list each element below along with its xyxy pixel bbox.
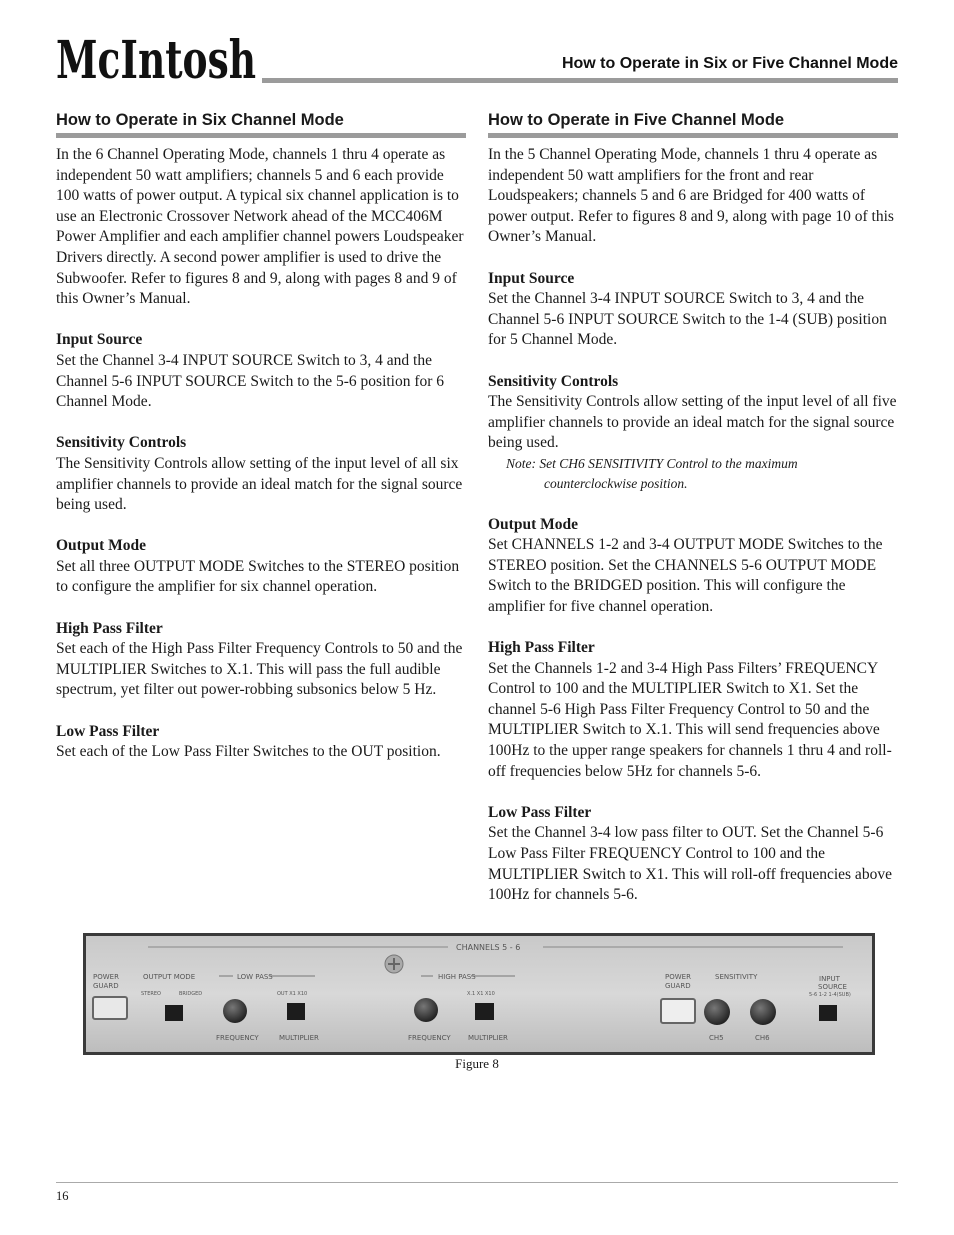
panel-low-pass-label: LOW PASS [237, 973, 273, 981]
panel-ch5-label: CH5 [709, 1034, 724, 1042]
six-sensitivity-section [56, 433, 466, 515]
panel-power-guard-label-2: GUARD [93, 982, 119, 990]
section-text: Set each of the Low Pass Filter Switches to the OUT position. [56, 743, 441, 761]
section-heading: Input Source [488, 269, 575, 287]
panel-highpass-multiplier-switch [475, 1003, 494, 1020]
footer-rule [56, 1182, 898, 1183]
five-sensitivity-section [488, 372, 898, 494]
section-text: Set the Channel 3-4 INPUT SOURCE Switch to 3, 4 and the Channel 5-6 INPUT SOURCE Switch to the 5-6 position for 6 Channel Mode. [56, 351, 445, 411]
panel-ch5-sensitivity-knob [704, 999, 730, 1025]
panel-lowpass-multiplier-label: MULTIPLIER [279, 1034, 319, 1042]
panel-input-positions: 5-6 1-2 1-4(SUB) [809, 992, 851, 998]
six-channel-intro: In the 6 Channel Operating Mode, channels 1 thru 4 operate as independent 50 watt amplifiers; channels 5 and 6 each provide 100 watts of power output. A typical six channel application is to use an Electronic Crossover Network ahead of the MCC406M Power Amplifier and each amplifier channel powers Loudspeaker Drivers directly. A second power amplifier is used to drive the Subwoofer. Refer to figures 8 and 9, along with pages 8 and 9 of this Owner’s Manual. [56, 146, 464, 308]
panel-stereo-label: STEREO [141, 991, 161, 997]
panel-lowpass-out-x1-x10: OUT X1 X10 [277, 991, 308, 997]
panel-power-guard-lamp-left [93, 997, 127, 1019]
panel-bridged-label: BRIDGED [179, 991, 203, 997]
panel-power-guard-right-label-2: GUARD [665, 982, 691, 990]
five-channel-title: How to Operate in Five Channel Mode [488, 111, 898, 138]
five-high-pass-section [488, 638, 898, 782]
figure-caption: Figure 8 [455, 1056, 499, 1071]
panel-lowpass-frequency-knob [223, 999, 247, 1023]
note-line-1: Note: Set CH6 SENSITIVITY Control to the maximum [506, 455, 798, 471]
panel-highpass-frequency-knob [414, 998, 438, 1022]
section-text: The Sensitivity Controls allow setting of the input level of all five amplifier channels to provide an ideal match for the signal source being used. [488, 393, 897, 452]
panel-sensitivity-label: SENSITIVITY [715, 973, 758, 981]
panel-highpass-multiplier-label: MULTIPLIER [468, 1034, 508, 1042]
page-header-title: How to Operate in Six or Five Channel Mode [561, 55, 898, 72]
section-heading: Low Pass Filter [56, 722, 160, 740]
header-rule [262, 78, 898, 83]
page-number: 16 [56, 1189, 69, 1203]
section-text: Set CHANNELS 1-2 and 3-4 OUTPUT MODE Switches to the STEREO position. Set the CHANNELS 5-6 OUTPUT MODE Switch to the BRIDGED position. This will configure the amplifier for five channel operation. [488, 536, 883, 615]
six-channel-column [56, 111, 466, 763]
panel-highpass-frequency-label: FREQUENCY [408, 1034, 451, 1042]
section-heading: Sensitivity Controls [56, 434, 187, 452]
sensitivity-note [488, 454, 898, 494]
logo-text: McIntosh [56, 30, 256, 91]
panel-ch6-label: CH6 [755, 1034, 770, 1042]
section-heading: High Pass Filter [56, 619, 163, 637]
section-heading: Sensitivity Controls [488, 372, 619, 390]
six-input-source-section [56, 330, 466, 412]
panel-channels-label: CHANNELS 5 - 6 [456, 943, 521, 952]
panel-input-source-label-2: SOURCE [818, 983, 847, 991]
five-channel-intro: In the 5 Channel Operating Mode, channels 1 thru 4 operate as independent 50 watt amplifiers for the front and rear Loudspeakers; channels 5 and 6 are Bridged for 400 watts of power output. Refer to figures 8 and 9, along with page 10 of this Owner’s Manual. [488, 146, 894, 246]
section-heading: High Pass Filter [488, 639, 595, 657]
section-heading: Input Source [56, 331, 143, 349]
five-output-mode-section [488, 515, 898, 618]
panel-output-mode-label: OUTPUT MODE [143, 973, 196, 981]
section-heading: Low Pass Filter [488, 803, 592, 821]
five-channel-column [488, 111, 898, 906]
section-text: The Sensitivity Controls allow setting of the input level of all six amplifier channels to provide an ideal match for the signal source being used. [56, 454, 463, 514]
panel-input-source-label-1: INPUT [819, 975, 840, 983]
section-text: Set the Channel 3-4 low pass filter to OUT. Set the Channel 5-6 Low Pass Filter FREQUENCY Control to 100 and the MULTIPLIER Switch to X1. This will roll-off frequencies above 100Hz for channels 5-6. [488, 824, 892, 904]
panel-lowpass-frequency-label: FREQUENCY [216, 1034, 259, 1042]
six-low-pass-section [56, 722, 466, 763]
panel-lowpass-multiplier-switch [287, 1003, 305, 1020]
six-output-mode-section [56, 536, 466, 598]
note-line-2: counterclockwise position. [544, 475, 688, 491]
panel-highpass-x01-x1-x10: X.1 X1 X10 [467, 991, 495, 997]
mcintosh-logo [56, 22, 260, 91]
six-high-pass-section [56, 619, 466, 701]
panel-power-guard-label-1: POWER [93, 973, 119, 981]
panel-input-source-switch [819, 1005, 837, 1021]
panel-ch6-sensitivity-knob [750, 999, 776, 1025]
panel-power-guard-lamp-right [661, 999, 695, 1023]
panel-high-pass-label: HIGH PASS [438, 973, 476, 981]
section-text: Set all three OUTPUT MODE Switches to the STEREO position to configure the amplifier for six channel operation. [56, 557, 460, 596]
five-low-pass-section [488, 803, 898, 906]
panel-power-guard-right-label-1: POWER [665, 973, 691, 981]
six-channel-title: How to Operate in Six Channel Mode [56, 111, 466, 138]
five-input-source-section [488, 269, 898, 351]
section-text: Set each of the High Pass Filter Frequency Controls to 50 and the MULTIPLIER Switches to X.1. This will pass the full audible spectrum, yet filter out power-robbing subsonics below 5 Hz. [56, 640, 463, 699]
figure-8-panel-photo [83, 933, 875, 1055]
section-text: Set the Channel 3-4 INPUT SOURCE Switch to 3, 4 and the Channel 5-6 INPUT SOURCE Switch to the 1-4 (SUB) position for 5 Channel Mode. [488, 290, 887, 349]
section-heading: Output Mode [56, 537, 146, 555]
section-heading: Output Mode [488, 515, 578, 533]
panel-output-mode-switch [165, 1005, 183, 1021]
section-text: Set the Channels 1-2 and 3-4 High Pass Filters’ FREQUENCY Control to 100 and the MULTIPLIER Switch to X1. Set the channel 5-6 High Pass Filter Frequency Control to 50 and the MULTIPLIER Switch to X.1. This will send frequencies above 100Hz to the upper range speakers for channels 1 thru 4 and roll-off frequencies below 5Hz for channels 5-6. [488, 659, 892, 780]
